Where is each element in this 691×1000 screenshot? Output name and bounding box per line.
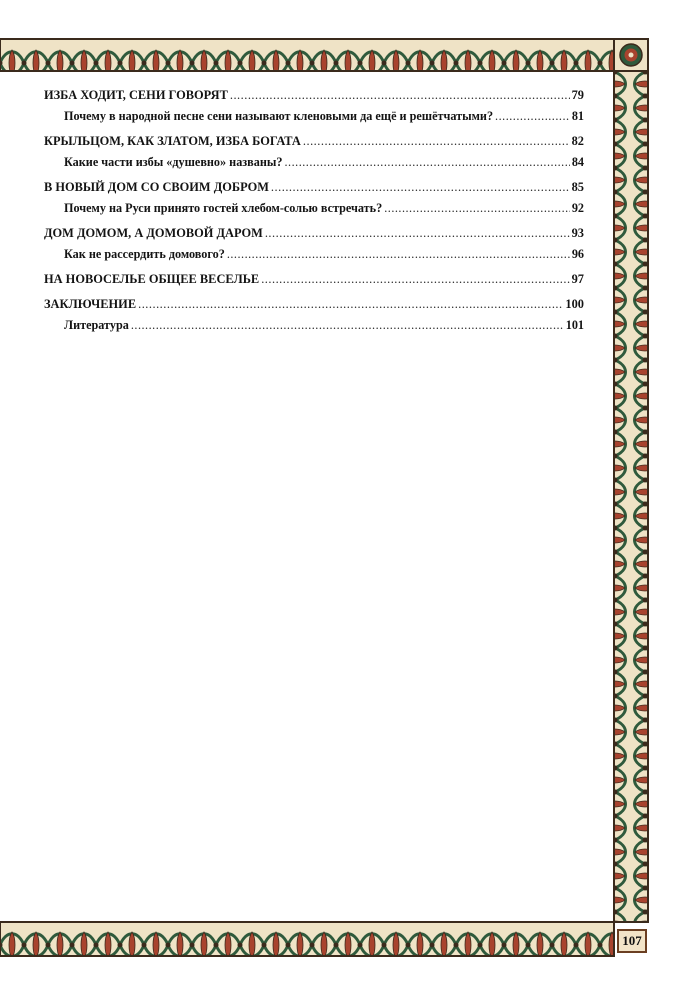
page-number: 107	[617, 929, 647, 953]
toc-entry-title: Почему на Руси принято гостей хлебом-солью встречать?	[64, 201, 383, 215]
toc-entry-title: Почему в народной песне сени называют кленовыми да ещё и решётчатыми?	[64, 109, 494, 123]
dot-leader	[495, 109, 570, 124]
toc-entry-page: 84	[571, 155, 584, 169]
toc-entry-title: НА НОВОСЕЛЬЕ ОБЩЕЕ ВЕСЕЛЬЕ	[44, 272, 260, 286]
dot-leader	[271, 180, 570, 195]
dot-leader	[131, 318, 564, 333]
toc-entry-page: 79	[571, 88, 584, 102]
table-of-contents	[44, 88, 584, 333]
toc-entry-title: В НОВЫЙ ДОМ СО СВОИМ ДОБРОМ	[44, 180, 269, 194]
toc-entry-page: 97	[571, 272, 584, 286]
dot-leader	[285, 155, 570, 170]
toc-entry-title: ДОМ ДОМОМ, А ДОМОВОЙ ДАРОМ	[44, 226, 263, 240]
toc-chapter-entry	[44, 134, 584, 149]
dot-leader	[261, 272, 569, 287]
dot-leader	[138, 297, 563, 312]
toc-entry-page: 92	[571, 201, 584, 215]
toc-chapter-entry	[44, 272, 584, 287]
toc-entry-page: 101	[565, 318, 584, 332]
dot-leader	[230, 88, 570, 103]
dot-leader	[227, 247, 570, 262]
toc-subentry	[44, 155, 584, 170]
corner-rosette-icon	[614, 39, 648, 71]
dot-leader	[265, 226, 570, 241]
toc-entry-title: Литература	[64, 318, 129, 332]
toc-subentry	[44, 318, 584, 333]
toc-chapter-entry	[44, 297, 584, 312]
toc-entry-title: Как не рассердить домового?	[64, 247, 225, 261]
toc-entry-title: Какие части избы «душевно» названы?	[64, 155, 283, 169]
toc-subentry	[44, 109, 584, 124]
toc-entry-page: 100	[565, 297, 584, 311]
toc-entry-title: КРЫЛЬЦОМ, КАК ЗЛАТОМ, ИЗБА БОГАТА	[44, 134, 301, 148]
dot-leader	[384, 201, 570, 216]
toc-entry-page: 85	[571, 180, 584, 194]
toc-entry-page: 82	[571, 134, 584, 148]
toc-entry-page: 96	[571, 247, 584, 261]
toc-entry-page: 93	[571, 226, 584, 240]
toc-subentry	[44, 201, 584, 216]
toc-entry-title: ИЗБА ХОДИТ, СЕНИ ГОВОРЯТ	[44, 88, 228, 102]
toc-chapter-entry	[44, 226, 584, 241]
toc-entry-page: 81	[571, 109, 584, 123]
toc-chapter-entry	[44, 88, 584, 103]
toc-entry-title: ЗАКЛЮЧЕНИЕ	[44, 297, 137, 311]
dot-leader	[303, 134, 570, 149]
toc-chapter-entry	[44, 180, 584, 195]
toc-subentry	[44, 247, 584, 262]
